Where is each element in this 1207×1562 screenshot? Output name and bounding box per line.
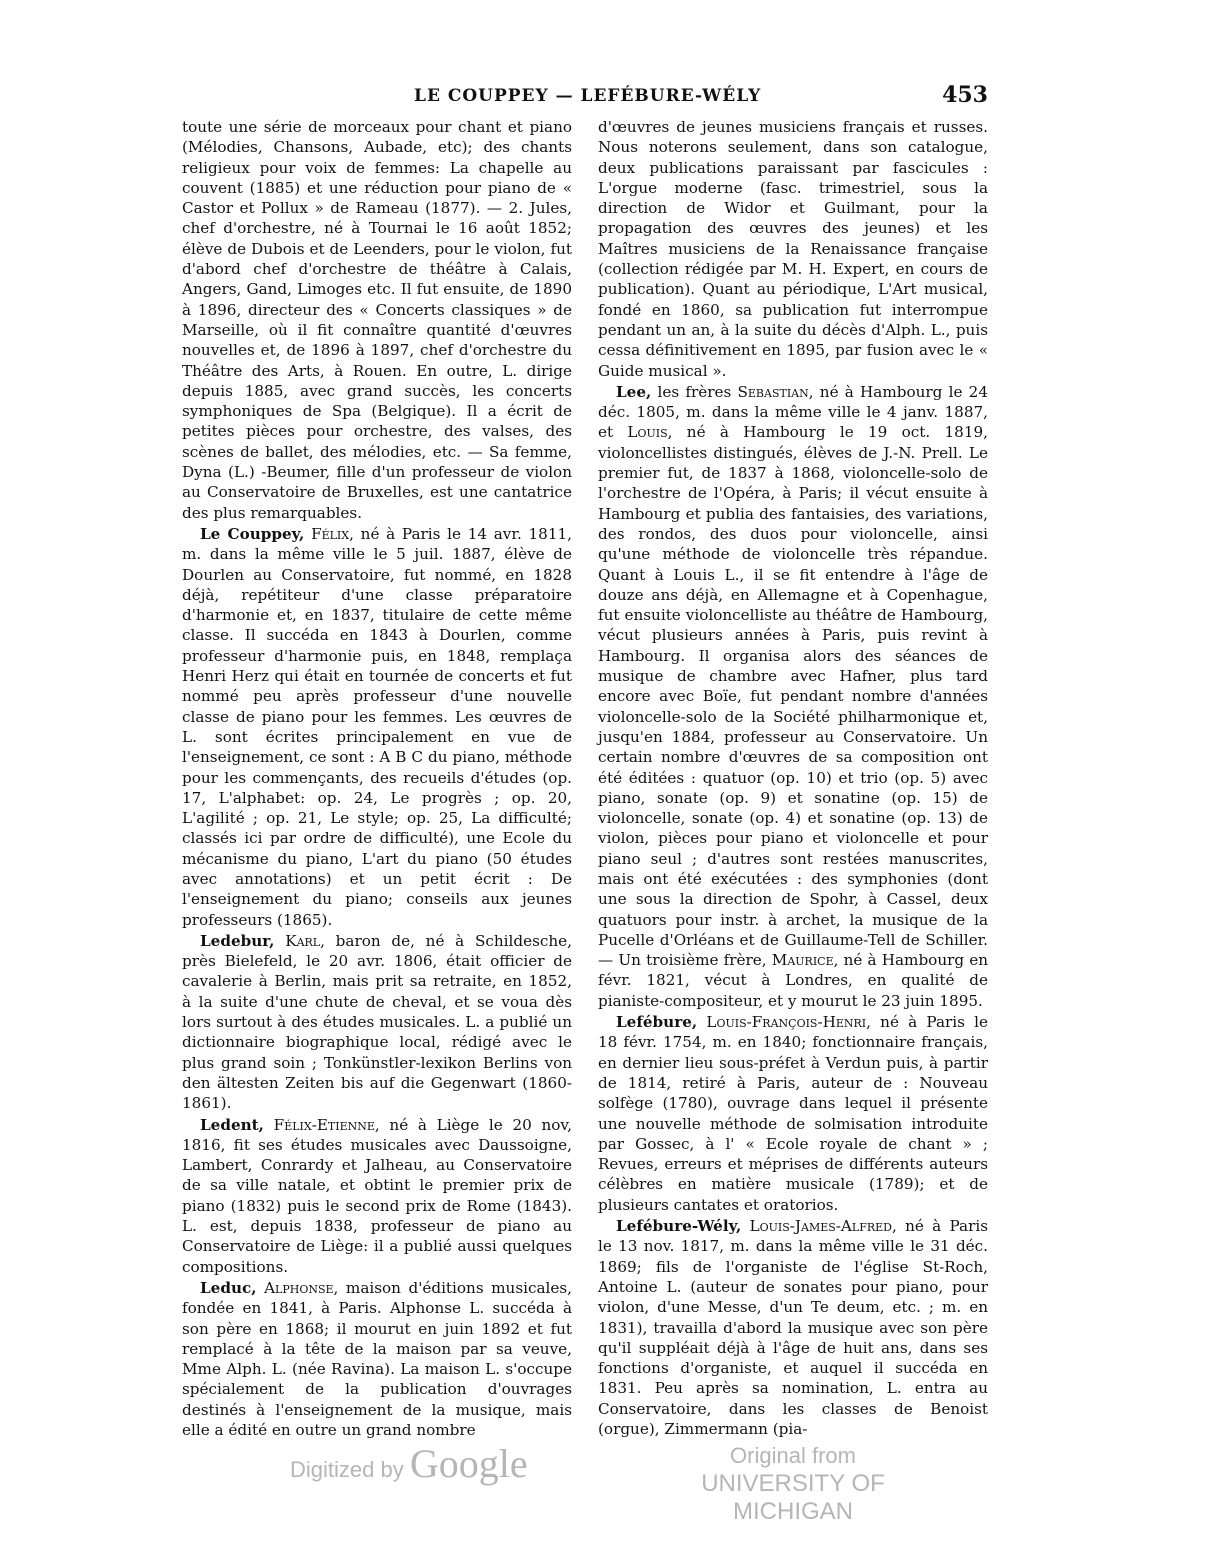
entry-given-name: Louis-François-Henri, (706, 1013, 871, 1032)
page-number: 453 (942, 82, 988, 108)
entry-text: né à Paris le 13 nov. 1817, m. dans la même ville le 31 déc. 1869; fils de l'organiste de l'église St-Roch, Antoine L. (auteur de sonates pour piano, pour violon, d'une Messe, d'un Te deum, etc. ; m. en 1831), travailla d'abord la musique avec son père qu'il suppléait déjà à l'âge de huit ans, dans ses fonctions d'organiste, et auquel il succéda en 1831. Peu après sa nomination, L. entra au Conservatoire, dans les classes de Benoist (orgue), Zimmermann (pia- (598, 1217, 989, 1438)
digitized-by-watermark (290, 1440, 528, 1487)
entry-given-name: Karl, (285, 931, 325, 950)
entry-text: né à Liège le 20 nov, 1816, fit ses études musicales avec Daussoigne, Lambert, Conrardy et Jalheau, au Conservatoire de sa ville natale, et obtint le premier prix de piano (1832) puis le second prix de Rome (1843). L. est, depuis 1838, professeur de piano au Conservatoire de Liège: il a publié aussi quelques compositions. (182, 1115, 572, 1276)
entry-given-name: Félix-Etienne, (273, 1115, 380, 1134)
entry-text: né à Hambourg en févr. 1821, vécut à Londres, en qualité de pianiste-compositeur, et y mourut le 23 juin 1895. (598, 951, 989, 1010)
entry-lefebure-wely (598, 1216, 988, 1439)
entry-headword: Ledebur, (200, 931, 275, 950)
entry-ledebur (182, 931, 572, 1114)
entry-headword: Le Couppey, (200, 524, 305, 543)
google-logo: Google (409, 1441, 528, 1486)
right-column (598, 117, 988, 1440)
entry-text: baron de, né à Schildesche, près Bielefeld, le 20 avr. 1806, était officier de cavalerie à Berlin, mais prit sa retraite, en 1852, à la suite d'une chute de cheval, et se voua dès lors surtout à des études musicales. L. a publié un dictionnaire biographique local, rédigé avec le plus grand soin ; Tonkünstler-lexikon Berlins von den ältesten Zeiten bis auf die Gegenwart (1860-1861). (182, 931, 572, 1113)
original-from-watermark (668, 1442, 918, 1526)
digitized-prefix: Digitized by (290, 1457, 404, 1482)
entry-lee (598, 382, 988, 1011)
entry-text: les frères (651, 382, 738, 401)
entry-given-name: Sebastian, (737, 382, 814, 401)
entry-given-name: Louis, (627, 423, 673, 442)
entry-text: maison d'éditions musicales, fondée en 1841, à Paris. Alphonse L. succéda à son père en 1868; il mourut en juin 1892 et fut remplacé à la tête de la maison par sa veuve, Mme Alph. L. (née Ravina). La maison L. s'occupe spécialement de la publication d'ouvrages destinés à l'enseignement de la musique, mais elle a édité en outre un grand nombre (182, 1278, 572, 1439)
entry-text: né à Hambourg le 24 déc. 1805, m. dans la même ville le 4 janv. 1887, et (598, 382, 988, 442)
entry-text: né à Hambourg le 19 oct. 1819, violoncellistes distingués, élèves de J.-N. Prell. Le premier fut, de 1837 à 1868, violoncelle-solo de l'orchestre de l'Opéra, à Paris; il vécut ensuite à Hambourg et publia des fantaisies, des variations, des rondos, des duos pour violoncelle, ainsi qu'une méthode de violoncelle très répandue. Quant à Louis L., il se fit entendre à l'âge de douze ans déjà, en Allemagne et à Copenhague, fut ensuite violoncelliste au théâtre de Hambourg, vécut plusieurs années à Paris, puis revint à Hambourg. Il organisa alors des séances de musique de chambre avec Hafner, plus tard encore avec Boïe, fut pendant nombre d'années violoncelle-solo de la Société philharmonique et, jusqu'en 1884, professeur au Conservatoire. Un certain nombre d'œuvres de sa composition ont été éditées : quatuor (op. 10) et trio (op. 5) avec piano, sonate (op. 9) et sonatine (op. 15) de violoncelle, sonate (op. 4) et sonatine (op. 13) de violon, pièces pour piano et violoncelle et pour piano seul ; d'autres sont restées manuscrites, mais ont été exécutées : des symphonies (dont une sous la direction de Spohr, à Cassel, deux quatuors pour instr. à archet, la musique de la Pucelle d'Orléans et de Guillaume-Tell de Schiller. — Un troisième frère, (598, 423, 988, 970)
entry-leduc (182, 1278, 572, 1440)
entry-headword: Lee, (616, 382, 652, 401)
continued-paragraph: toute une série de morceaux pour chant et piano (Mélodies, Chansons, Aubade, etc); des chants religieux pour voix de femmes: La chapelle au couvent (1885) et une réduction pour piano de « Castor et Pollux » de Rameau (1877). — 2. Jules, chef d'orchestre, né à Tournai le 16 août 1852; élève de Dubois et de Leenders, pour le violon, fut d'abord chef d'orchestre de théâtre à Calais, Angers, Gand, Limoges etc. Il fut ensuite, de 1890 à 1896, directeur des « Concerts classiques » de Marseille, où il fit connaître quantité d'œuvres nouvelles et, de 1896 à 1897, chef d'orchestre du Théâtre des Arts, à Rouen. En outre, L. dirige depuis 1885, avec grand succès, les concerts symphoniques de Spa (Belgique). Il a écrit de petites pièces pour orchestre, des valses, des scènes de ballet, des mélodies, etc. — Sa femme, Dyna (L.) -Beumer, fille d'un professeur de violon au Conservatoire de Bruxelles, est une cantatrice des plus remarquables. (182, 118, 572, 522)
continued-paragraph: d'œuvres de jeunes musiciens français et russes. Nous noterons seulement, dans son catalogue, deux publications paraissant par fascicules : L'orgue moderne (fasc. trimestriel, sous la direction de Widor et Guilmant, pour la propagation des œuvres des jeunes) et les Maîtres musiciens de la Renaissance française (collection rédigée par M. H. Expert, en cours de publication). Quant au périodique, L'Art musical, fondé en 1860, sa publication fut interrompue pendant un an, à la suite du décès d'Alph. L., puis cessa définitivement en 1895, par fusion avec le « Guide musical ». (598, 118, 988, 380)
entry-given-name: Maurice, (771, 951, 839, 970)
entry-ledent (182, 1115, 572, 1277)
entry-given-name: Félix, (311, 524, 354, 543)
left-column (182, 117, 572, 1441)
entry-headword: Lefébure, (616, 1013, 698, 1032)
entry-text: né à Paris le 18 févr. 1754, m. en 1840; fonctionnaire français, en dernier lieu sous-préfet à Verdun puis, à partir de 1814, retiré à Paris, auteur de : Nouveau solfège (1780), ouvrage dans lequel il présente une nouvelle méthode de solmisation introduite par Gossec, à l' « Ecole royale de chant » ; Revues, erreurs et méprises de différents auteurs célèbres en matière musicale (1789); et de plusieurs cantates et oratorios. (598, 1013, 988, 1214)
entry-lefebure (598, 1012, 988, 1215)
original-from-label: Original from (730, 1443, 856, 1468)
entry-text: né à Paris le 14 avr. 1811, m. dans la même ville le 5 juil. 1887, élève de Dourlen au Conservatoire, fut nommé, en 1828 déjà, repétiteur d'une classe préparatoire d'harmonie et, en 1837, titulaire de cette même classe. Il succéda en 1843 à Dourlen, comme professeur d'harmonie puis, en 1848, remplaça Henri Herz qui était en tournée de concerts et fut nommé peu après professeur d'une nouvelle classe de piano pour les femmes. Les œuvres de L. sont écrites principalement en vue de l'enseignement, ce sont : A B C du piano, méthode pour les commençants, des recueils d'études (op. 17, L'alphabet: op. 24, Le progrès ; op. 20, L'agilité ; op. 21, Le style; op. 25, La difficulté; classés ici par ordre de difficulté), une Ecole du mécanisme du piano, L'art du piano (50 études avec annotations) et un petit écrit : De l'enseignement du piano; conseils aux jeunes professeurs (1865). (182, 524, 572, 929)
running-header (182, 82, 988, 112)
entry-le-couppey (182, 524, 572, 930)
entry-headword: Leduc, (200, 1278, 257, 1297)
entry-headword: Lefébure-Wély, (616, 1217, 742, 1236)
entry-headword: Ledent, (200, 1115, 264, 1134)
university-name: UNIVERSITY OF MICHIGAN (701, 1470, 885, 1525)
entry-given-name: Alphonse, (264, 1278, 339, 1297)
running-title: LE COUPPEY — LEFÉBURE-WÉLY (414, 86, 762, 106)
entry-given-name: Louis-James-Alfred, (749, 1217, 897, 1236)
